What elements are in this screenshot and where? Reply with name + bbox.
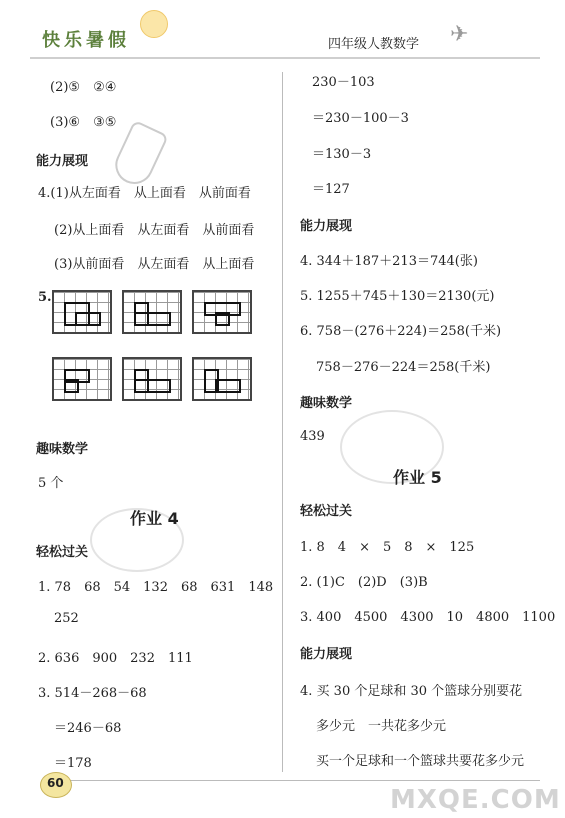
section-heading: 能力展现: [300, 647, 353, 662]
header-line: [30, 57, 540, 59]
answer-line: 多少元 一共花多少元: [316, 719, 447, 734]
header-title: 快乐暑假: [42, 30, 130, 51]
site-watermark: MXQE.COM: [390, 785, 561, 815]
grid-figure: [122, 357, 182, 401]
answer-line: 2. 636 900 232 111: [38, 651, 193, 666]
grid-figure: [122, 290, 182, 334]
section-heading: 能力展现: [36, 154, 89, 169]
answer-line: 5 个: [38, 476, 64, 491]
answer-line: 758－276－224＝258(千米): [316, 360, 491, 375]
answer-line: 1. 8 4 × 5 8 × 125: [300, 540, 475, 555]
grid-figure: [52, 357, 112, 401]
answer-line: (2)从上面看 从左面看 从前面看: [54, 223, 255, 238]
section-heading: 趣味数学: [300, 396, 353, 411]
answer-line: 4. 344＋187＋213＝744(张): [300, 254, 478, 269]
page-number: 60: [47, 776, 64, 790]
answer-line: 3. 400 4500 4300 10 4800 1100: [300, 610, 556, 625]
answer-line: 2. (1)C (2)D (3)B: [300, 575, 428, 590]
answer-line: ＝246－68: [54, 721, 122, 736]
column-divider: [282, 72, 283, 772]
section-heading: 轻松过关: [300, 504, 353, 519]
answer-line: ＝127: [312, 182, 350, 197]
question-number: 5.: [38, 290, 52, 305]
answer-line: 4.(1)从左面看 从上面看 从前面看: [38, 186, 251, 201]
section-heading: 能力展现: [300, 219, 353, 234]
answer-line: (2)⑤ ②④: [50, 80, 117, 95]
homework-title: 作业 5: [393, 468, 442, 487]
sun-icon: [140, 10, 168, 38]
answer-line: 439: [300, 429, 325, 444]
header-subtitle: 四年级人教数学: [328, 37, 420, 52]
answer-line: ＝178: [54, 756, 92, 771]
answer-line: ＝130－3: [312, 147, 372, 162]
carrot-stamp-icon: [109, 120, 169, 190]
grid-figure: [52, 290, 112, 334]
answer-line: ＝230－100－3: [312, 111, 409, 126]
grid-figure: [192, 357, 252, 401]
section-heading: 趣味数学: [36, 442, 89, 457]
section-heading: 轻松过关: [36, 545, 89, 560]
answer-line: 买一个足球和一个篮球共要花多少元: [316, 754, 525, 769]
answer-line: (3)⑥ ③⑤: [50, 115, 117, 130]
grid-figure: [192, 290, 252, 334]
answer-line: (3)从前面看 从左面看 从上面看: [54, 257, 255, 272]
homework-title: 作业 4: [130, 509, 179, 528]
answer-line: 5. 1255＋745＋130＝2130(元): [300, 289, 495, 304]
answer-line: 3. 514－268－68: [38, 686, 147, 701]
answer-line: 4. 买 30 个足球和 30 个篮球分别要花: [300, 684, 523, 699]
answer-line: 230－103: [312, 75, 375, 90]
footer-line: [70, 780, 540, 781]
answer-line: 252: [54, 611, 79, 626]
answer-line: 6. 758－(276＋224)＝258(千米): [300, 324, 502, 339]
answer-line: 1. 78 68 54 132 68 631 148: [38, 580, 274, 595]
airplane-icon: ✈: [450, 22, 469, 47]
